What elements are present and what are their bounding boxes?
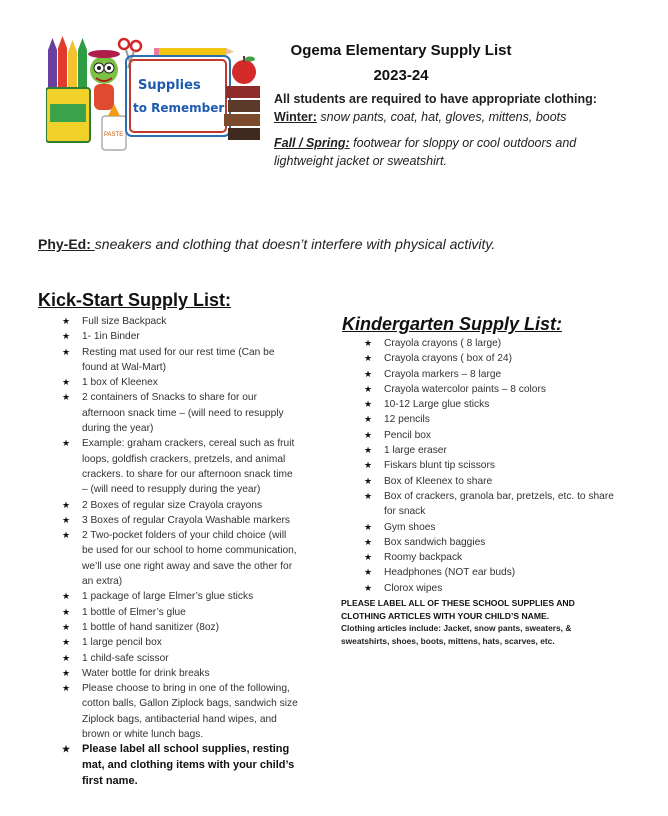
clipart-text-remember: to Remember	[133, 101, 225, 115]
kickstart-item-text: 3 Boxes of regular Crayola Washable markers	[82, 514, 290, 526]
pencil-icon	[158, 48, 226, 55]
star-bullet-icon: ★	[364, 353, 373, 364]
kickstart-item	[62, 498, 300, 513]
kickstart-item	[62, 390, 300, 436]
kindergarten-item-text: Crayola crayons ( 8 large)	[384, 338, 502, 349]
kindergarten-item	[364, 397, 614, 412]
star-bullet-icon: ★	[62, 392, 71, 403]
kickstart-item-text: 1 package of large Elmer’s glue sticks	[82, 591, 254, 603]
kindergarten-item	[364, 550, 614, 565]
kickstart-item-text: 1 box of Kleenex	[82, 377, 158, 389]
kickstart-item-text: Full size Backpack	[82, 316, 167, 327]
winter-label: Winter:	[274, 110, 317, 124]
kickstart-item	[62, 681, 300, 742]
kickstart-item-text: 1 bottle of Elmer’s glue	[82, 606, 186, 618]
kindergarten-item-text: Gym shoes	[384, 521, 436, 533]
star-bullet-icon: ★	[364, 445, 373, 456]
kickstart-item	[62, 528, 300, 589]
kindergarten-item-text: Box of Kleenex to share	[384, 475, 493, 487]
label-notice: PLEASE LABEL ALL OF THESE SCHOOL SUPPLIES AND CLOTHING ARTICLES WITH YOUR CHILD’S NAME.	[341, 598, 575, 621]
kindergarten-item-text: Box of crackers, granola bar, pretzels, etc. to share for snack	[384, 490, 614, 518]
winter-line	[274, 108, 566, 126]
kindergarten-item	[364, 581, 614, 596]
kindergarten-item-text: Crayola crayons ( box of 24)	[384, 353, 512, 365]
kindergarten-item	[364, 489, 614, 520]
star-bullet-icon: ★	[62, 331, 71, 342]
kickstart-item	[62, 651, 300, 666]
kindergarten-item-text: Headphones (NOT ear buds)	[384, 567, 516, 579]
kickstart-item	[62, 314, 300, 329]
kindergarten-item-text: 12 pencils	[384, 414, 430, 426]
star-bullet-icon: ★	[62, 667, 71, 678]
kickstart-list	[62, 314, 300, 789]
star-bullet-icon: ★	[364, 552, 373, 563]
kickstart-item	[62, 635, 300, 650]
kindergarten-title: Kindergarten Supply List:	[342, 314, 563, 334]
star-bullet-icon: ★	[62, 438, 71, 449]
star-bullet-icon: ★	[364, 338, 373, 348]
star-bullet-icon: ★	[364, 536, 373, 547]
star-bullet-icon: ★	[62, 606, 71, 617]
star-bullet-icon: ★	[364, 475, 373, 486]
star-bullet-icon: ★	[364, 429, 373, 440]
star-bullet-icon: ★	[62, 514, 71, 525]
clothing-articles-note: Clothing articles include: Jacket, snow pants, sweaters, & sweatshirts, shoes, boots, mittens, hats, scarves, etc.	[341, 623, 572, 646]
kickstart-item	[62, 436, 300, 497]
star-bullet-icon: ★	[364, 368, 373, 379]
kickstart-item	[62, 589, 300, 604]
kindergarten-item	[364, 565, 614, 580]
kindergarten-item	[364, 443, 614, 458]
kickstart-item	[62, 375, 300, 390]
kickstart-item-text: 1 large pencil box	[82, 637, 162, 649]
kindergarten-item-text: Roomy backpack	[384, 552, 463, 564]
supplies-sign	[130, 60, 226, 132]
kindergarten-item	[364, 336, 614, 351]
kickstart-item-text: Water bottle for drink breaks	[82, 667, 210, 679]
star-bullet-icon: ★	[364, 414, 373, 425]
kindergarten-item-text: Crayola watercolor paints – 8 colors	[384, 383, 546, 395]
fall-spring-line	[274, 134, 614, 170]
paste-label: PASTE	[104, 132, 124, 138]
kindergarten-item-text: 10-12 Large glue sticks	[384, 399, 490, 411]
star-bullet-icon: ★	[364, 582, 373, 593]
apple-icon	[232, 60, 256, 84]
kindergarten-item-text: Pencil box	[384, 429, 432, 441]
kickstart-item-text: 2 Boxes of regular size Crayola crayons	[82, 499, 263, 511]
phy-ed-label: Phy-Ed:	[38, 236, 95, 252]
star-bullet-icon: ★	[62, 744, 71, 755]
kickstart-item-text: 1- 1in Binder	[82, 331, 140, 343]
kickstart-item-text: 2 containers of Snacks to share for our afternoon snack time – (will need to resupply during the year)	[82, 392, 284, 435]
page-title: Ogema Elementary Supply List	[290, 42, 512, 59]
supplies-to-remember-clipart	[46, 32, 262, 156]
star-bullet-icon: ★	[364, 383, 373, 394]
kindergarten-item	[364, 520, 614, 535]
scissors-icon	[119, 39, 129, 49]
books-icon	[226, 86, 260, 98]
kindergarten-item	[364, 412, 614, 427]
kickstart-item-text: Please label all school supplies, resting mat, and clothing items with your child’s first name.	[82, 743, 295, 787]
star-bullet-icon: ★	[62, 637, 71, 648]
winter-items: snow pants, coat, hat, gloves, mittens, boots	[316, 110, 567, 124]
kindergarten-item-text: Fiskars blunt tip scissors	[384, 460, 495, 472]
phy-ed-text: sneakers and clothing that doesn’t interfere with physical activity.	[94, 236, 496, 252]
kickstart-item	[62, 345, 300, 376]
star-bullet-icon: ★	[62, 683, 71, 694]
kindergarten-item	[364, 535, 614, 550]
kindergarten-item-text: Clorox wipes	[384, 582, 443, 594]
star-bullet-icon: ★	[364, 567, 373, 578]
kickstart-item-text: 1 child-safe scissor	[82, 652, 169, 664]
star-bullet-icon: ★	[62, 530, 71, 541]
star-bullet-icon: ★	[62, 652, 71, 663]
star-bullet-icon: ★	[364, 521, 373, 532]
star-bullet-icon: ★	[364, 399, 373, 410]
kickstart-item-text: 1 bottle of hand sanitizer (8oz)	[82, 621, 220, 633]
phy-ed-line	[38, 236, 495, 252]
star-bullet-icon: ★	[62, 591, 71, 602]
clipart-text-supplies: Supplies	[138, 78, 201, 93]
kindergarten-item	[364, 351, 614, 366]
kickstart-item	[62, 742, 300, 789]
kickstart-item-text: Example: graham crackers, cereal such as fruit loops, goldfish crackers, pretzels, and animal crackers. to share for our afternoon snack time – (will need to resupply during the year)	[82, 438, 295, 496]
star-bullet-icon: ★	[62, 316, 71, 326]
kindergarten-item-text: 1 large eraser	[384, 445, 447, 457]
star-bullet-icon: ★	[62, 346, 71, 357]
kickstart-item	[62, 620, 300, 635]
fall-label: Fall / Spring:	[274, 136, 350, 150]
star-bullet-icon: ★	[364, 460, 373, 471]
kickstart-item-text: Resting mat used for our rest time (Can be found at Wal-Mart)	[82, 346, 275, 373]
kindergarten-item	[364, 458, 614, 473]
kickstart-item	[62, 666, 300, 681]
kickstart-item	[62, 605, 300, 620]
star-bullet-icon: ★	[62, 621, 71, 632]
kickstart-item-text: Please choose to bring in one of the following, cotton balls, Gallon Ziplock bags, sandwich size Ziplock bags, antibacterial hand wipes, and brown or white lunch bags.	[82, 683, 298, 741]
kickstart-item-text: 2 Two-pocket folders of your child choice (will be used for our school to home communication, we’ll use one right away and save the other for an extra)	[82, 530, 297, 588]
kindergarten-list	[364, 336, 614, 596]
fall-items: footwear for sloppy or cool outdoors and lightweight jacket or sweatshirt.	[274, 136, 577, 168]
kickstart-item	[62, 513, 300, 528]
kindergarten-item-text: Crayola markers – 8 large	[384, 368, 502, 380]
kickstart-title: Kick-Start Supply List:	[38, 290, 232, 310]
school-year: 2023-24	[373, 67, 429, 84]
star-bullet-icon: ★	[62, 499, 71, 510]
kindergarten-item	[364, 382, 614, 397]
star-bullet-icon: ★	[364, 490, 373, 501]
kindergarten-item	[364, 474, 614, 489]
kindergarten-item	[364, 428, 614, 443]
kindergarten-item-text: Box sandwich baggies	[384, 536, 486, 548]
kickstart-item	[62, 329, 300, 344]
kindergarten-item	[364, 367, 614, 382]
clothing-requirement: All students are required to have appropriate clothing:	[274, 92, 597, 106]
star-bullet-icon: ★	[62, 377, 71, 388]
